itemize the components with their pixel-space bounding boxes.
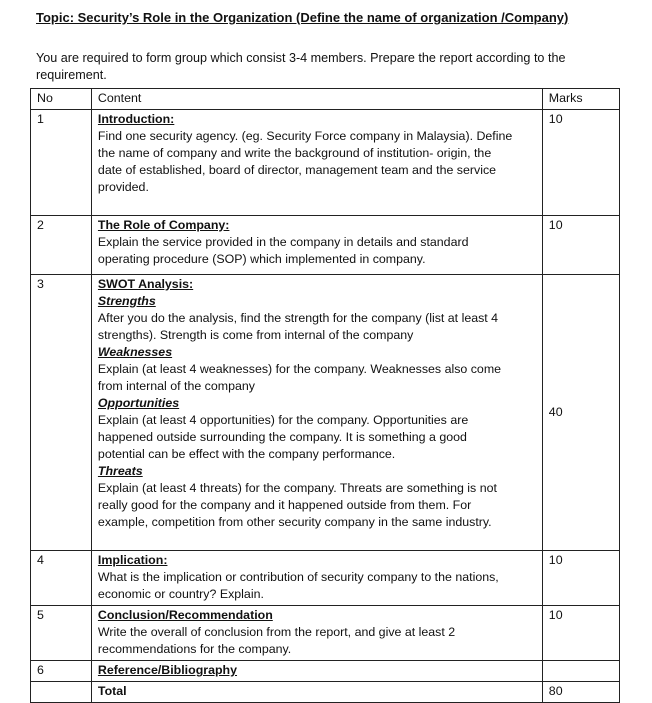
content-line: date of established, board of director, management team and the service [97, 163, 497, 177]
header-marks: Marks [542, 89, 619, 110]
requirements-table [30, 88, 620, 703]
content-line: provided. [97, 180, 149, 194]
section-title-conclusion: Conclusion/Recommendation [97, 608, 273, 622]
content-line: really good for the company and it happened outside from them. For [97, 498, 472, 512]
table-row [31, 110, 620, 216]
row-content [91, 110, 542, 216]
subheading-weaknesses: Weaknesses [97, 345, 173, 359]
total-row [31, 682, 620, 703]
section-title-swot: SWOT Analysis: [97, 277, 194, 291]
row-marks: 10 [542, 110, 619, 216]
content-line: Explain (at least 4 threats) for the company. Threats are something is not [97, 481, 497, 495]
content-line: example, competition from other security company in the same industry. [97, 515, 492, 529]
content-line: Find one security agency. (eg. Security Force company in Malaysia). Define [97, 129, 513, 143]
content-line: from internal of the company [97, 379, 255, 393]
content-line: Explain (at least 4 opportunities) for the company. Opportunities are [97, 413, 469, 427]
row-marks: 40 [542, 275, 619, 551]
row-content [91, 661, 542, 682]
document-topic: Topic: Security’s Role in the Organization (Define the name of organization /Company) [36, 10, 569, 25]
row-number: 2 [31, 216, 92, 275]
row-marks [542, 661, 619, 682]
row-marks: 10 [542, 606, 619, 661]
total-no-cell [31, 682, 92, 703]
table-row [31, 275, 620, 551]
content-line: operating procedure (SOP) which implemented in company. [97, 252, 426, 266]
header-no: No [31, 89, 92, 110]
row-number: 4 [31, 551, 92, 606]
content-line: Explain (at least 4 weaknesses) for the company. Weaknesses also come [97, 362, 502, 376]
content-line: economic or country? Explain. [97, 587, 264, 601]
subheading-opportunities: Opportunities [97, 396, 180, 410]
table-row [31, 661, 620, 682]
row-content [91, 606, 542, 661]
content-line: Write the overall of conclusion from the report, and give at least 2 [97, 625, 456, 639]
content-line: the name of company and write the background of institution- origin, the [97, 146, 492, 160]
row-number: 6 [31, 661, 92, 682]
row-marks: 10 [542, 551, 619, 606]
section-title-introduction: Introduction: [97, 112, 175, 126]
section-title-reference: Reference/Bibliography [97, 663, 238, 677]
row-marks: 10 [542, 216, 619, 275]
section-title-implication: Implication: [97, 553, 168, 567]
total-label: Total [91, 682, 542, 703]
section-title-role: The Role of Company: [97, 218, 230, 232]
table-row [31, 551, 620, 606]
row-number: 3 [31, 275, 92, 551]
row-content [91, 551, 542, 606]
total-marks: 80 [542, 682, 619, 703]
content-line: recommendations for the company. [97, 642, 292, 656]
subheading-strengths: Strengths [97, 294, 156, 308]
row-number: 1 [31, 110, 92, 216]
content-line: After you do the analysis, find the strength for the company (list at least 4 [97, 311, 499, 325]
content-line: strengths). Strength is come from internal of the company [97, 328, 414, 342]
content-line: potential can be effect with the company performance. [97, 447, 396, 461]
table-row [31, 216, 620, 275]
header-content: Content [91, 89, 542, 110]
content-line: Explain the service provided in the company in details and standard [97, 235, 469, 249]
row-content [91, 216, 542, 275]
row-content [91, 275, 542, 551]
instructions: You are required to form group which consist 3-4 members. Prepare the report according to the requirement. [36, 51, 566, 82]
subheading-threats: Threats [97, 464, 143, 478]
content-line: happened outside surrounding the company. It is something a good [97, 430, 467, 444]
table-row [31, 606, 620, 661]
content-line: What is the implication or contribution of security company to the nations, [97, 570, 499, 584]
row-number: 5 [31, 606, 92, 661]
table-header-row [31, 89, 620, 110]
